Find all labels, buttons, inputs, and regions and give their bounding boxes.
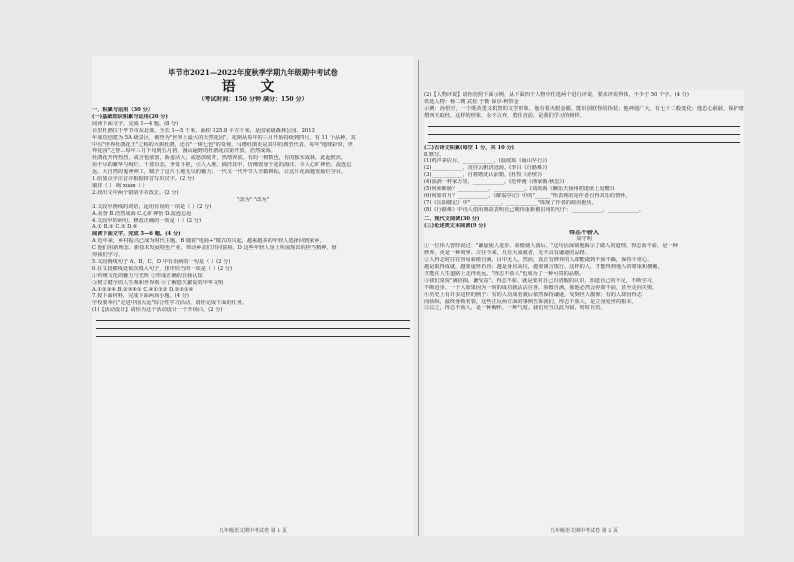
article-line: 才能在人生道路上走得更远。"得志不骄人"也成为了一种可贵的品格。 — [424, 270, 585, 277]
question-6-item: ①传统文化的魅力与光辉 ②形成正确的自我认知 — [92, 272, 203, 279]
right-page — [424, 90, 744, 536]
question-6-item: ③树立健全的人生观和世界观 ④了解悠久繁复的中华文明 — [92, 279, 224, 286]
question-7: 7.按下面材料，完成下面两项小题。(4 分) — [92, 293, 189, 300]
page-footer-right: 九年级语文期中考试卷 第 2 页 — [550, 528, 618, 534]
passage-2-line: 得我们学习。 — [92, 252, 124, 259]
reading-prompt-2: 阅读下面文字，完成 5—6 题。(4 分) — [92, 231, 181, 238]
section-1a-heading: (一)基础知识积累与运用(20 分) — [92, 113, 168, 120]
article-line: ③我们常说"满招损，谦受益"。得志不骄，就是要对自己有清醒的认识，知道自己的不足，不断学习， — [424, 277, 658, 284]
candidate-names: 供选人物：杨二嫂 武松 于勒 保尔·柯察金 — [424, 98, 519, 105]
article-line: 修养，更是一种境界。古往今来，凡有大成就者，无不具有谦逊的品格。 — [424, 250, 591, 257]
answer-line[interactable] — [428, 120, 740, 127]
question-4: 4.文段中的病句，修改正确的一项是（ ）(2 分) — [92, 217, 201, 224]
question-6: 6.在文段横线处依次填入句子，排序恰当的一项是（ ）(2 分) — [92, 265, 233, 272]
answer-line[interactable] — [428, 128, 740, 135]
exam-info: （考试时间：150 分钟 满分：150 分） — [198, 96, 308, 103]
question-1: 1.给加点字注音并根据拼音写出汉字。(2 分) — [92, 176, 195, 183]
recitation-item: (7)《岳阳楼记》中"____________，____________"体现了作者的政治抱负。 — [424, 199, 597, 206]
article-author: 周守明 — [576, 236, 592, 243]
left-page — [92, 56, 414, 536]
question-7-intro: 学校要举行"走进中国大运"综合性学习活动，请你完成下面的任务。 — [92, 300, 248, 307]
article-line: ②人得志时往往容易骄傲自满，目中无人。然而，真正有修养的人却能做到不骄不躁，保持平常心。 — [424, 257, 653, 264]
section-3-heading: 二、现代文阅读(30 分) — [424, 215, 480, 222]
recitation-item: (6)何如对月？____________。《醉翁亭记》中的"______"所表现的是作者自得其乐的情怀。 — [424, 192, 631, 199]
article-line: 不断进步。一个人如果因为一时的成功就沾沾自喜，骄傲自满，那他必然会停滞不前，甚至走向失败。 — [424, 284, 658, 291]
passage-1-line: 看不尽的繁华与绚烂。千姿百态，争奇斗艳，引人入胜。徜徉其中，仿佛置身于花的海洋，令人心旷神怡、流连忘 — [92, 162, 352, 169]
question-4-options: A.① B.② C.③ D.④ — [92, 224, 138, 231]
section-2-heading: (二)古诗文积累(每空 1 分，共 10 分) — [424, 144, 515, 151]
recitation-item: (2)____________，直挂云帆济沧海。(李白《行路难》) — [424, 165, 547, 172]
section-3a-heading: (三)论述类文本阅读(9 分) — [424, 222, 486, 229]
page-footer-left: 九年级语文期中考试卷 第 1 页 — [219, 528, 287, 534]
question-7-part-2: (2)【人物评说】请你仿照下面示例，从下面四个人物中任选两个进行评说，要求评说得体，不少于 50 个字。(4 分) — [424, 92, 689, 98]
passage-2 — [92, 238, 414, 259]
passage-1-line: 返。大自然的鬼斧神工，赋予了这片土地无尽的魅力；一代又一代毕节人辛勤耕耘，让这片花海越发灿烂夺目。 — [92, 169, 347, 176]
question-5: 5.文段画线句子 A、B、C、D 中有语病的一句是（ ）(2 分) — [92, 258, 231, 265]
question-2: 2.找出文中两个错别字并改正。(2 分) — [92, 189, 179, 196]
article-line: ⑤总之，得志不骄人，是一种胸怀，一种气度。我们应当以此为镜，时时自省。 — [424, 305, 606, 312]
passage-1-line: 中有"世界杜鹃花王"之称的大树杜鹃，还有"一树七色"的奇观，马缨杜鹃更是其中的典型代表。每年"地球彩带，世 — [92, 141, 353, 148]
answer-line[interactable] — [96, 314, 410, 321]
answer-line[interactable] — [96, 322, 410, 329]
answer-line[interactable] — [96, 330, 410, 337]
article-line: 而骄纵，最终身败名裂。这些正反两方面的事例告诉我们，得志不骄人，是立身处世的根本。 — [424, 298, 637, 305]
page-divider — [418, 60, 419, 536]
question-6-options: A.①②③④ B.②③④① C.④①③② D.③②①④ — [92, 286, 194, 293]
question-1-blanks: 徜徉（ ） 绚 xuàn（ ） — [92, 182, 148, 189]
passage-1-line: 杜鹃花开得热烈，或含苞欲放，娇羞动人；或怒放绽开，热情奔放。有的一树数色，有的独木成林，此起彼伏， — [92, 155, 347, 162]
article-title: 得志不骄人 — [568, 229, 599, 236]
recitation-item: (8)《行路难》中诗人借用典故表明自己期待重新被启用的句子：____________，____________。 — [424, 206, 645, 213]
passage-2-line: A 近年来，乡村振兴已成为时代主题。B 随着"电商+"模式的兴起，越来越多的年轻人选择回到家乡， — [92, 238, 325, 245]
recitation-item: (3)____________，自将磨洗认前朝。(杜牧《赤壁》) — [424, 172, 542, 179]
recitation-item: (5)何须断肠？____________，____________。(刘禹锡《酬乐天扬州初逢席上见赠》) — [424, 186, 615, 193]
passage-1-line: 百里杜鹃位于毕节市东北部，全长 1—5 千米，面积 125.8 平方千米，是国家级森林公园，2013 — [92, 127, 315, 134]
article-line: ①一位伟人曾经说过："谦虚使人进步，骄傲使人落后。"这句话深刻地揭示了做人的道理。得志而不骄，是一种 — [424, 243, 678, 250]
passage-1 — [92, 128, 414, 176]
question-3: 3.文段中画线的词语，运用有误的一项是（ ）(2 分) — [92, 203, 212, 210]
example-text: 示例：孙悟空，一个既英勇又机智的文学形象。他有着火眼金睛，能识别妖怪的伪装；他神通广大，有七十二般变化；他忠心耿耿，保护唐僧西天取经。这样的形象，永不言弃，勇往直前，是我们学习的榜样。 — [424, 105, 744, 119]
recitation-item: (1)鸡声茅店月，____________。(温庭筠《商山早行》) — [424, 158, 547, 165]
reading-prompt-1: 阅读下面文字，完成 1—4 题。(8 分) — [92, 120, 179, 127]
article-body — [424, 243, 744, 312]
passage-1-line: 年成功创建为 5A 级景区，被誉为"世界上最大的天然花园"。花期从每年的三月开始持续到四月，有 11 个品种，其 — [92, 134, 356, 141]
question-8: 8.默写。 — [424, 151, 445, 158]
article-line: 越是取得成就，越要虚怀若谷；越是身居高位，越要谨言慎行。这样的人，才能得到他人的尊重和拥戴， — [424, 264, 663, 271]
question-3-options: A.美誉 B.浩然成海 C.心旷神怡 D.流连忘返 — [92, 210, 192, 217]
question-7-part-1: (1)【活动设计】请你为这个活动设计一个开场白。(2 分) — [92, 307, 223, 314]
answer-line[interactable] — [428, 136, 740, 143]
exam-title: 毕节市2021—2022年度秋季学期九年级期中考试卷 — [168, 68, 338, 77]
passage-2-line: C 他们用新理念、新技术发展特色产业，带动乡亲们共同富裕。D 这些年轻人身上所展现出的担当精神，值 — [92, 245, 337, 252]
recitation-item: (4)浊酒一杯家万里，____________。(范仲淹《渔家傲·秋思》) — [424, 179, 565, 186]
subject-title: 语 文 — [221, 79, 285, 95]
article-line: ④历史上有许多这样的例子：有的人功成名就后依然保持谦逊，受到世人敬仰；有的人却因得志 — [424, 291, 642, 298]
question-2-blanks: "改为" "改为" — [237, 196, 269, 203]
section-1-heading: 一、积累与运用（30 分） — [92, 107, 153, 113]
passage-1-line: 界花园"之誉...每年三月下旬到五月初，漫山遍野的杜鹃花次第开放，浩然成海。 — [92, 148, 276, 155]
